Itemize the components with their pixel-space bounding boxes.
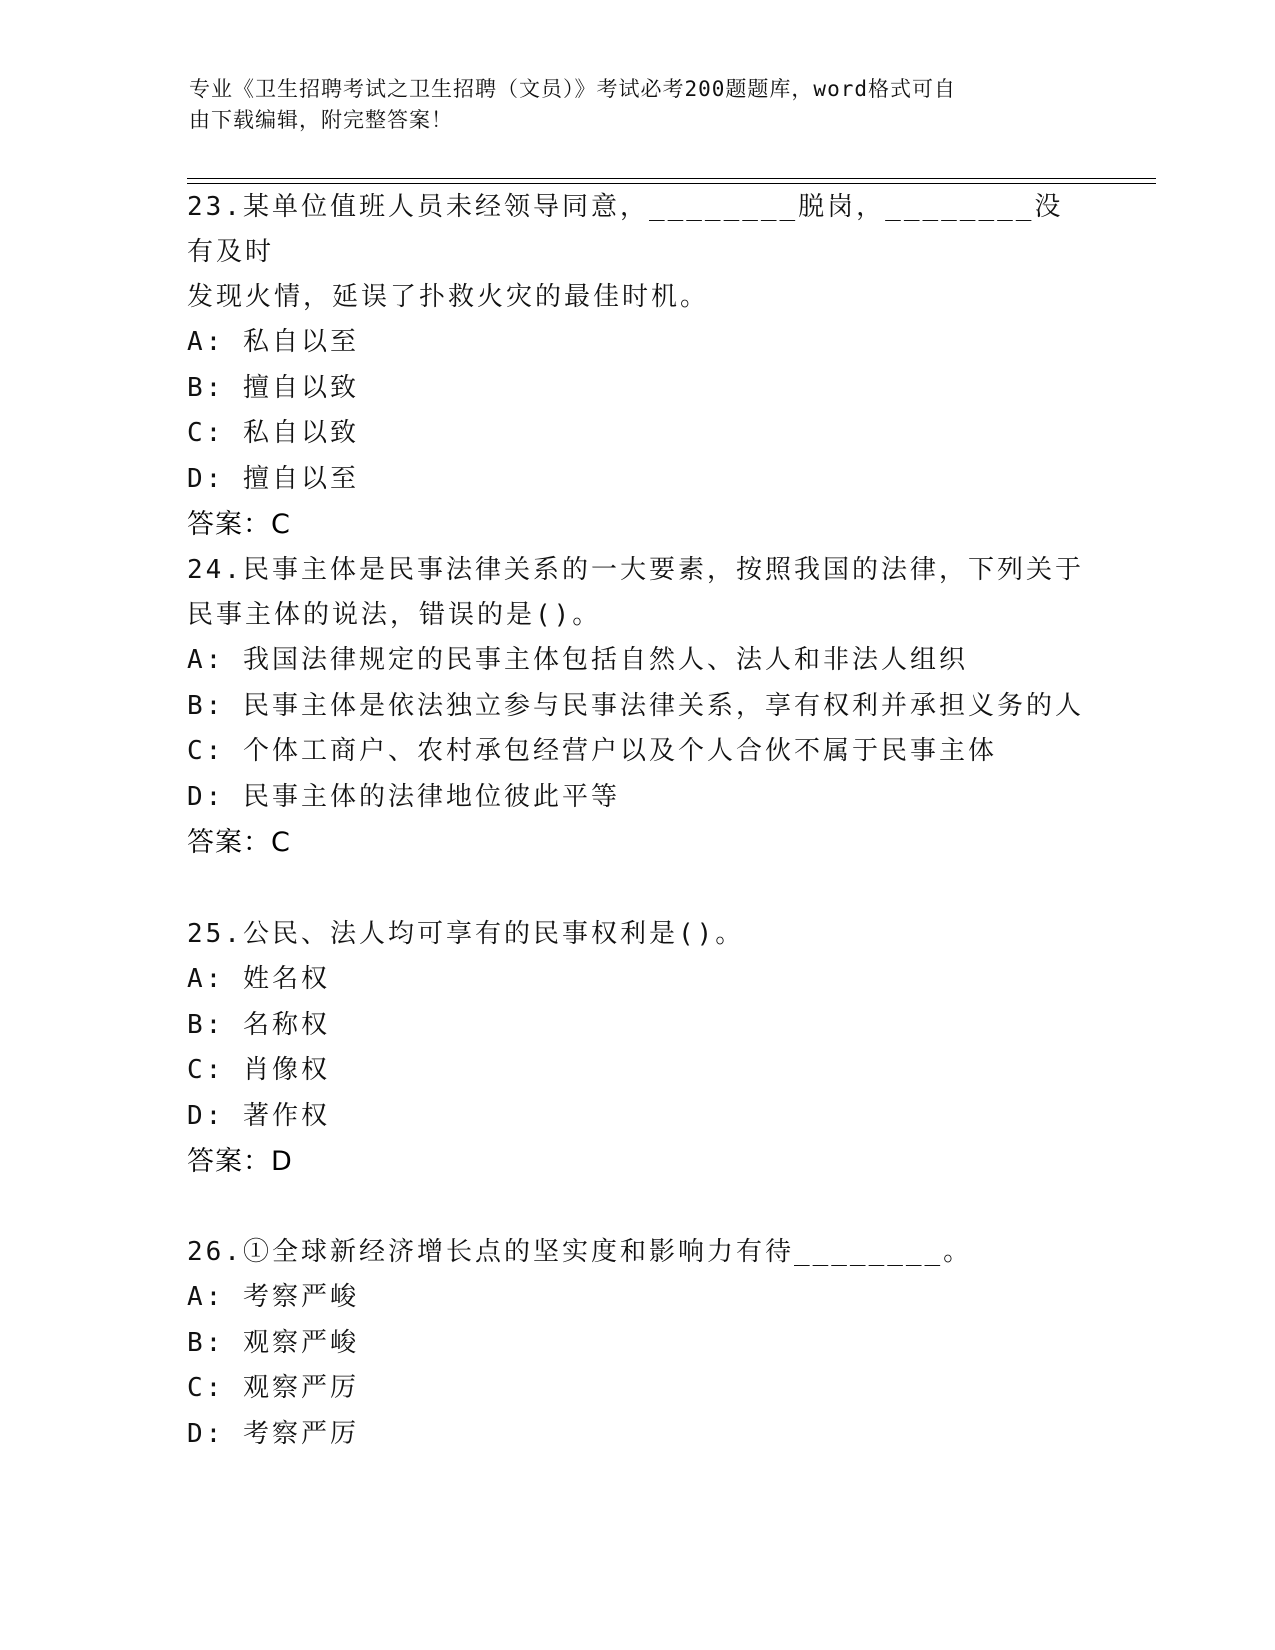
document-header <box>189 74 1069 136</box>
question-25 <box>187 912 1087 1185</box>
header-line-2: 由下载编辑，附完整答案！ <box>189 108 453 132</box>
question-stem-line: 23.某单位值班人员未经领导同意，________脱岗，________没有及时 <box>187 192 1064 267</box>
option-c: C: 肖像权 <box>187 1055 330 1085</box>
question-stem-line: 26.①全球新经济增长点的坚实度和影响力有待________。 <box>187 1237 973 1267</box>
option-d: D: 擅自以至 <box>187 463 359 494</box>
header-line-1: 专业《卫生招聘考试之卫生招聘（文员）》考试必考200题题库，word格式可自 <box>189 77 956 101</box>
question-26 <box>187 1230 1087 1457</box>
answer: 答案：C <box>187 827 291 858</box>
question-stem-line: 民事主体的说法，错误的是()。 <box>187 600 602 630</box>
question-23 <box>187 185 1087 548</box>
option-c: C: 个体工商户、农村承包经营户以及个人合伙不属于民事主体 <box>187 736 997 766</box>
option-a: A: 私自以至 <box>187 327 359 357</box>
header-divider-top <box>187 178 1156 179</box>
option-b: B: 名称权 <box>187 1009 330 1040</box>
question-stem-line: 发现火情，延误了扑救火灾的最佳时机。 <box>187 282 710 312</box>
option-d: D: 著作权 <box>187 1100 330 1131</box>
option-a: A: 我国法律规定的民事主体包括自然人、法人和非法人组织 <box>187 645 968 675</box>
question-24 <box>187 548 1087 866</box>
option-c: C: 私自以致 <box>187 418 359 448</box>
option-a: A: 考察严峻 <box>187 1282 359 1312</box>
option-d: D: 民事主体的法律地位彼此平等 <box>187 781 620 812</box>
option-b: B: 观察严峻 <box>187 1327 359 1358</box>
header-divider-bottom <box>187 183 1156 184</box>
answer: 答案：C <box>187 509 291 540</box>
option-a: A: 姓名权 <box>187 964 330 994</box>
option-d: D: 考察严厉 <box>187 1418 359 1449</box>
option-c: C: 观察严厉 <box>187 1373 359 1403</box>
option-b: B: 擅自以致 <box>187 372 359 403</box>
option-b: B: 民事主体是依法独立参与民事法律关系，享有权利并承担义务的人 <box>187 690 1084 721</box>
answer: 答案：D <box>187 1146 293 1177</box>
question-stem-line: 25.公民、法人均可享有的民事权利是()。 <box>187 919 745 949</box>
question-stem-line: 24.民事主体是民事法律关系的一大要素，按照我国的法律，下列关于 <box>187 555 1084 585</box>
